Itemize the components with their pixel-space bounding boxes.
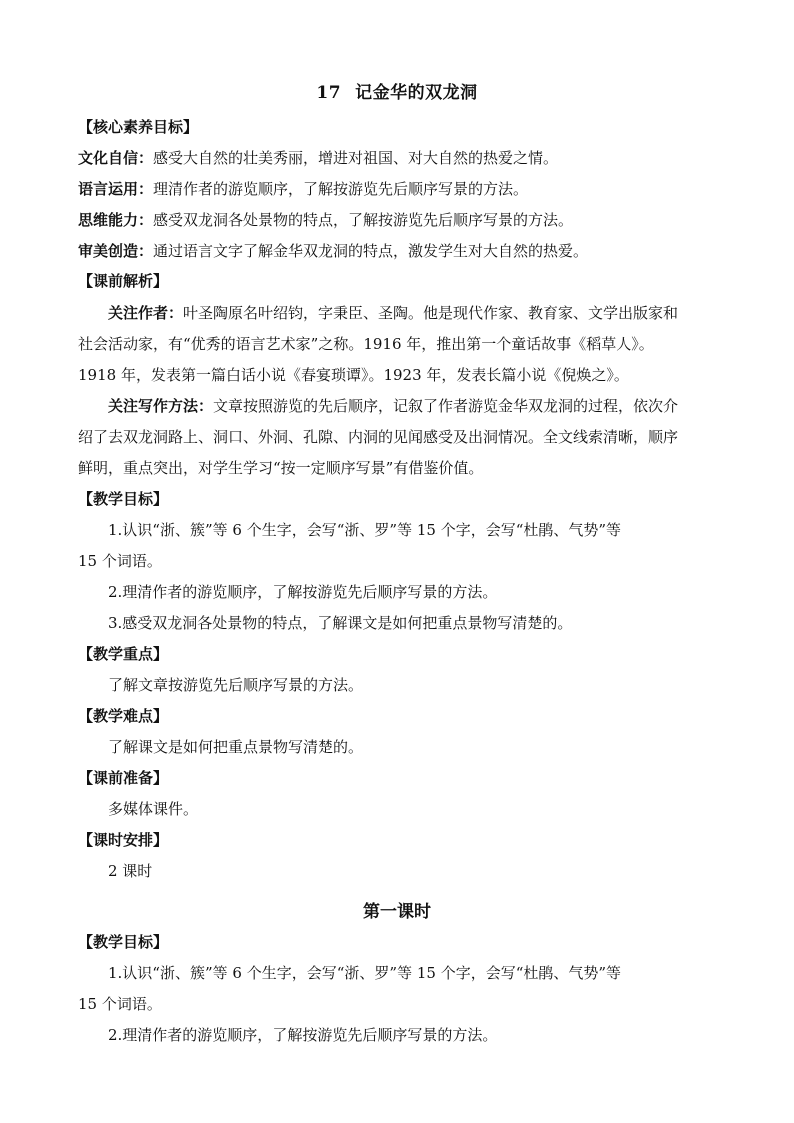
schedule-text: 2 课时 <box>108 862 153 880</box>
author-para-line2: 社会活动家，有“优秀的语言艺术家”之称。1916 年，推出第一个童话故事《稻草人》。 <box>78 335 654 353</box>
goal-aesthetic-label: 审美创造： <box>78 242 154 260</box>
goal-aesthetic-text: 通过语言文字了解金华双龙洞的特点，激发学生对大自然的热爱。 <box>153 242 589 260</box>
section-heading-prep: 【课前准备】 <box>78 769 169 787</box>
goal-culture-text: 感受大自然的壮美秀丽，增进对祖国、对大自然的热爱之情。 <box>153 149 559 167</box>
method-para-line1 <box>108 395 748 417</box>
section-heading-pre: 【课前解析】 <box>78 272 169 290</box>
key-text: 了解文章按游览先后顺序写景的方法。 <box>108 676 364 694</box>
section-heading-schedule: 【课时安排】 <box>78 831 169 849</box>
difficulty-text: 了解课文是如何把重点景物写清楚的。 <box>108 738 364 756</box>
goal-language-text: 理清作者的游览顺序，了解按游览先后顺序写景的方法。 <box>153 180 529 198</box>
section-heading-goal: 【教学目标】 <box>78 490 169 508</box>
lesson1-goal1-line2: 15 个词语。 <box>78 995 162 1013</box>
goal-culture-label: 文化自信： <box>78 149 154 167</box>
page-title <box>0 78 794 103</box>
author-para-line3: 1918 年，发表第一篇白话小说《春宴琐谭》。1923 年，发表长篇小说《倪焕之》。 <box>78 366 629 384</box>
goal-language <box>78 178 718 200</box>
method-label: 关注写作方法： <box>108 397 214 415</box>
lesson-number: 17 <box>316 83 342 103</box>
lesson1-goal2: 2.理清作者的游览顺序，了解按游览先后顺序写景的方法。 <box>108 1026 498 1044</box>
goal2: 2.理清作者的游览顺序，了解按游览先后顺序写景的方法。 <box>108 583 498 601</box>
section-heading-goal-lesson1: 【教学目标】 <box>78 933 169 951</box>
goal1-line2: 15 个词语。 <box>78 552 162 570</box>
lesson-title: 记金华的双龙洞 <box>355 83 478 103</box>
goal3: 3.感受双龙洞各处景物的特点，了解课文是如何把重点景物写清楚的。 <box>108 614 573 632</box>
goal-culture <box>78 147 718 169</box>
goal-aesthetic <box>78 240 718 262</box>
section-heading-key: 【教学重点】 <box>78 645 169 663</box>
author-para-line1 <box>108 302 748 324</box>
lesson1-goal1-line1: 1.认识“浙、簇”等 6 个生字，会写“浙、罗”等 15 个字，会写“杜鹃、气势”等 <box>108 964 622 982</box>
section-heading-core: 【核心素养目标】 <box>78 118 199 136</box>
goal-language-label: 语言运用： <box>78 180 154 198</box>
goal-thinking-text: 感受双龙洞各处景物的特点，了解按游览先后顺序写景的方法。 <box>153 211 574 229</box>
goal-thinking-label: 思维能力： <box>78 211 154 229</box>
method-text-1: 文章按照游览的先后顺序，记叙了作者游览金华双龙洞的过程，依次介 <box>213 397 679 415</box>
method-para-line3: 鲜明，重点突出，对学生学习“按一定顺序写景”有借鉴价值。 <box>78 459 484 477</box>
method-para-line2: 绍了去双龙洞路上、洞口、外洞、孔隙、内洞的见闻感受及出洞情况。全文线索清晰，顺序 <box>78 428 679 446</box>
author-text-1: 叶圣陶原名叶绍钧，字秉臣、圣陶。他是现代作家、教育家、文学出版家和 <box>183 304 679 322</box>
prep-text: 多媒体课件。 <box>108 800 199 818</box>
goal-thinking <box>78 209 718 231</box>
author-label: 关注作者： <box>108 304 184 322</box>
lesson1-title: 第一课时 <box>363 902 431 922</box>
section-heading-difficulty: 【教学难点】 <box>78 707 169 725</box>
goal1-line1: 1.认识“浙、簇”等 6 个生字，会写“浙、罗”等 15 个字，会写“杜鹃、气势”等 <box>108 521 622 539</box>
